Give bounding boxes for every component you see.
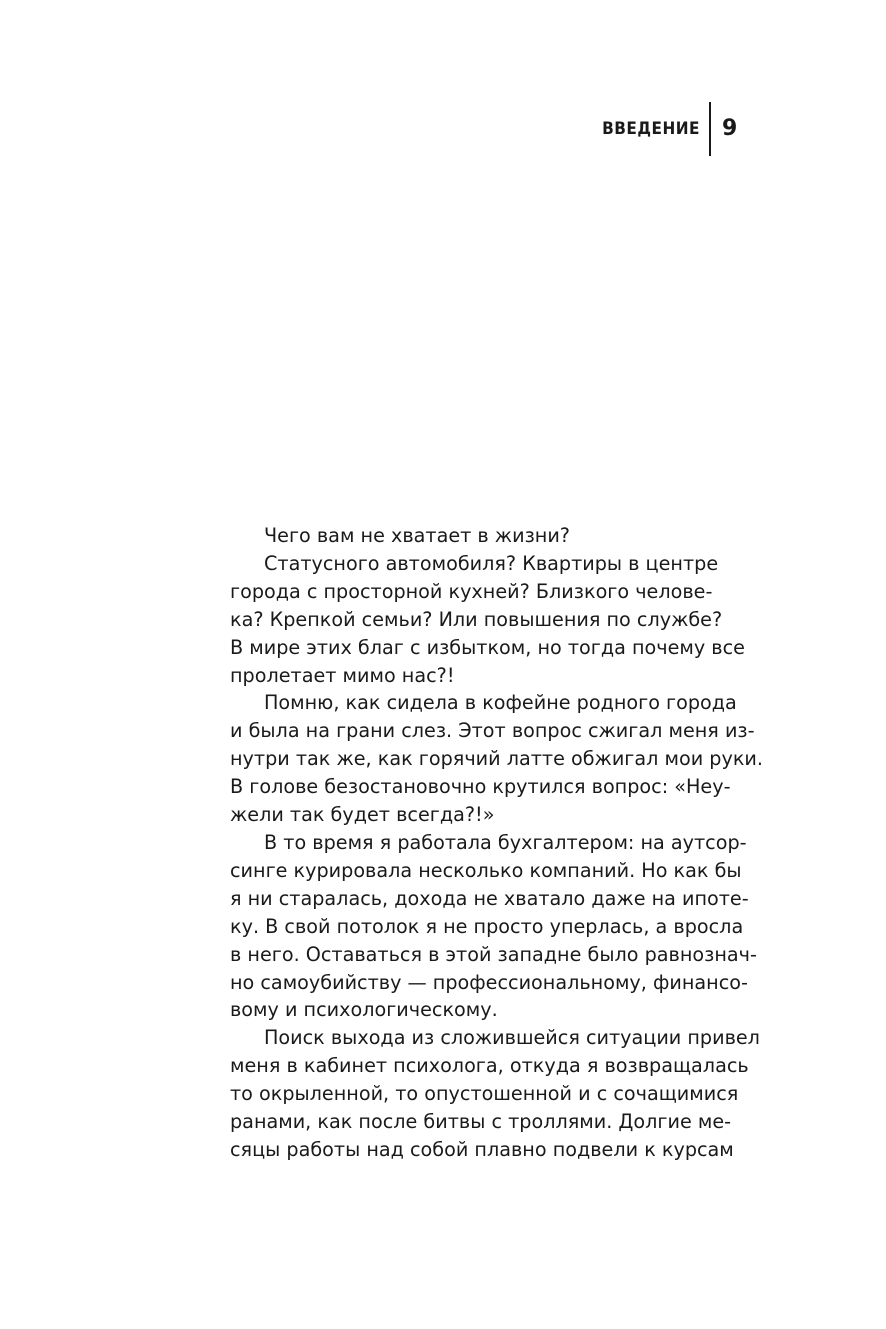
running-head <box>560 102 750 156</box>
text-line: вому и психологическому. <box>230 998 498 1022</box>
text-line: синге курировала несколько компаний. Но как бы <box>230 858 742 882</box>
text-line: города с просторной кухней? Близкого челове- <box>230 579 713 603</box>
text-line: жели так будет всегда?!» <box>230 803 495 827</box>
paragraph <box>196 829 757 1024</box>
page-number: 9 <box>722 116 738 141</box>
text-line: В голове безостановочно крутился вопрос: «Неу- <box>230 775 731 799</box>
text-line: В то время я работала бухгалтером: на аутсор- <box>264 830 747 854</box>
paragraph <box>196 550 745 690</box>
text-line: нутри так же, как горячий латте обжигал мои руки. <box>230 747 763 771</box>
text-line: Помню, как сидела в кофейне родного города <box>264 691 737 715</box>
text-line: Чего вам не хватает в жизни? <box>264 524 570 547</box>
text-line: Статусного автомобиля? Квартиры в центре <box>264 551 719 575</box>
text-line: пролетает мимо нас?! <box>230 663 455 687</box>
header-divider <box>709 102 711 156</box>
text-line: сяцы работы над собой плавно подвели к курсам <box>230 1137 734 1161</box>
text-line: в него. Оставаться в этой западне было равнознач- <box>230 942 757 966</box>
text-line: ранами, как после битвы с троллями. Долгие ме- <box>230 1110 732 1134</box>
text-line: ку. В свой потолок я не просто уперлась, а вросла <box>230 914 744 938</box>
text-line: но самоубийству — профессиональному, финансо- <box>230 970 748 994</box>
text-line: меня в кабинет психолога, откуда я возвращалась <box>230 1054 749 1078</box>
text-line: В мире этих благ с избытком, но тогда почему все <box>230 635 745 659</box>
text-line: то окрыленной, то опустошенной и с сочащимися <box>230 1082 739 1106</box>
text-line: ка? Крепкой семьи? Или повышения по службе? <box>230 607 723 631</box>
text-line: Поиск выхода из сложившейся ситуации привел <box>264 1026 760 1050</box>
paragraph <box>196 689 763 829</box>
paragraph <box>196 522 710 550</box>
body-text <box>196 522 763 1164</box>
section-title: ВВЕДЕНИЕ <box>602 119 700 139</box>
paragraph <box>196 1024 760 1164</box>
text-line: и была на грани слез. Этот вопрос сжигал меня из- <box>230 719 755 743</box>
text-line: я ни старалась, дохода не хватало даже на ипоте- <box>230 886 749 910</box>
